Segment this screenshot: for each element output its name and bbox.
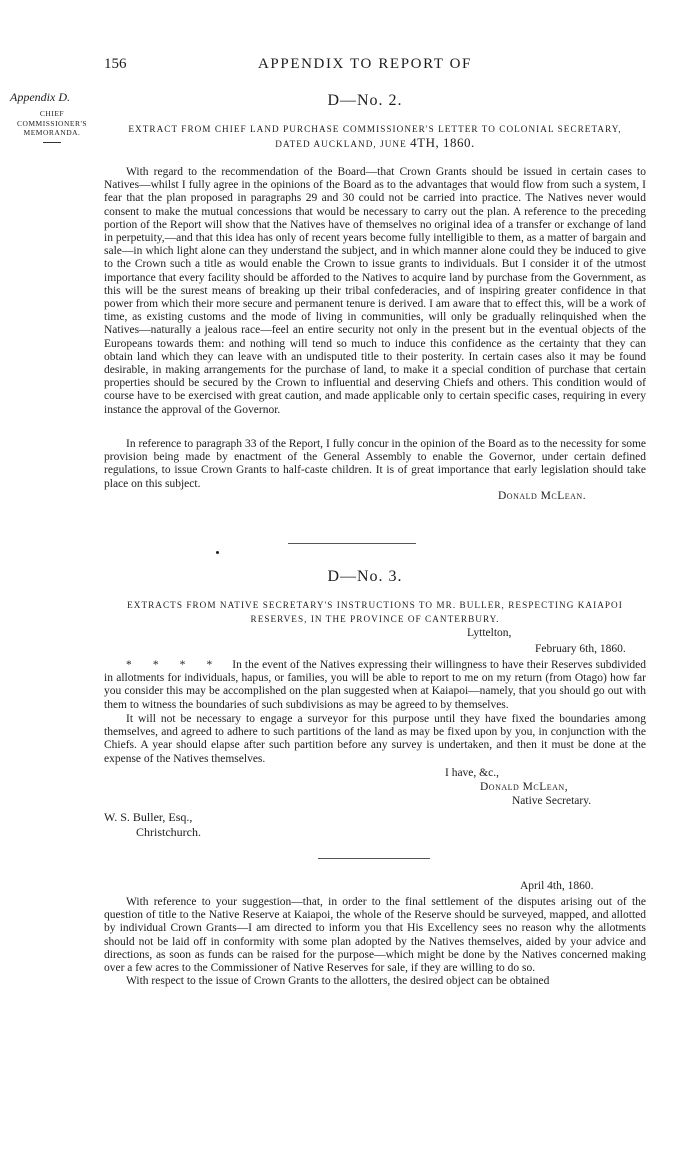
- margin-note-line: MEMORANDA.: [23, 128, 81, 137]
- addressee: W. S. Buller, Esq.,: [104, 810, 193, 824]
- signature-title: Native Secretary.: [512, 795, 592, 807]
- omission-marks: * * * *: [126, 659, 215, 671]
- closing: I have, &c.,: [445, 767, 499, 779]
- letter-paragraph: With regard to the recommendation of the Board—that Crown Grants should be issued in certain cases to Natives—whilst I fully agree in the opinions of the Board as to the advantages that would flow from such a system, I fear that the plan proposed in paragraphs 29 and 30 could not be carried into practice. The Natives never would consent to make the mutual concessions that would be necessary to carry out the plan. A reference to the preceding portion of the Report will show that the Natives have of themselves no original idea of a transfer or exchange of land in perpetuity,—and that this idea has only of recent years become fully intelligible to them, as a matter of bargain and sale—in which light alone can they understand the subject, and in which manner alone could they be induced to give to the Crown such a title as would enable the Crown to issue grants to individuals. But I consider it of the utmost importance that every facility should be afforded to the Natives to acquire land by purchase from the Government, as this will be the surest means of breaking up their tribal confederacies, and of inspiring greater confidence in that power from which their more secure and permanent tenure is derived. I am aware that to effect this, will be a work of time, as existing customs and the mode of living in communities, will only be gradually relinquished when the Natives—naturally a jealous race—feel an entire security not only in the present but in the eventual objects of the Europeans towards them: and nothing will tend so much to induce this confidence as the certainty that they can obtain land which they can leave with an undisputed title to their posterity. In certain cases also it may be found desirable, in making arrangements for the purchase of land, to make it a special condition of purchase that certain properties should be secured by the Crown to influential and deserving Chiefs and others. This condition would of course have to be exercised with great caution, and made applicable only to certain specific cases, requiring in every instance the approval of the Governor.: [104, 166, 646, 416]
- letter-paragraph: With respect to the issue of Crown Grants to the allotters, the desired object can be obtained: [126, 975, 550, 987]
- caption-line: RESERVES, IN THE PROVINCE OF CANTERBURY.: [250, 614, 500, 624]
- letter-paragraph: In reference to paragraph 33 of the Report, I fully concur in the opinion of the Board as to the necessity for some provision being made by enactment of the General Assembly to enable the Governor, under certain defined regulations, to issue Crown Grants to half-caste children. It is of great importance that early legislation should take place on this subject.: [104, 438, 646, 490]
- margin-note-rule: [43, 142, 61, 143]
- addressee-place: Christchurch.: [136, 825, 201, 839]
- caption-line: EXTRACT FROM CHIEF LAND PURCHASE COMMISSIONER'S LETTER TO COLONIAL SECRETARY,: [128, 124, 622, 134]
- running-title: APPENDIX TO REPORT OF: [258, 56, 472, 72]
- print-speck: [216, 551, 219, 554]
- margin-appendix-label: Appendix D.: [10, 90, 70, 104]
- caption-date-prefix: DATED AUCKLAND, JUNE: [275, 139, 407, 149]
- section-divider: [288, 543, 416, 544]
- section-caption-d3: [104, 598, 646, 626]
- section-heading-d3: D—No. 3.: [327, 568, 403, 585]
- signature: Donald McLean,: [480, 781, 569, 793]
- section-caption-d2: [104, 122, 646, 151]
- margin-note-line: COMMISSIONER'S: [16, 118, 88, 128]
- signature: Donald McLean.: [498, 490, 587, 502]
- section-heading-d2: D—No. 2.: [327, 92, 403, 109]
- caption-line: EXTRACTS FROM NATIVE SECRETARY'S INSTRUCTIONS TO MR. BULLER, RESPECTING KAIAPOI: [127, 600, 623, 610]
- section-divider: [318, 858, 430, 859]
- caption-line: [104, 136, 646, 151]
- letter-date: February 6th, 1860.: [535, 643, 626, 655]
- caption-date: 4TH, 1860.: [410, 135, 475, 150]
- margin-note-line: CHIEF: [39, 109, 65, 118]
- page-number: 156: [104, 56, 127, 72]
- paragraph-text: In the event of the Natives expressing their willingness to have their Reserves subdivided in allotments for individuals, hapus, or families, you will be able to report to me on my return (from Otago) how far you consider this may be accomplished on the plan suggested when at Kaiapoi—namely, that you should go out with them to witness the boundaries of such subdivisions as may be agreed to by themselves.: [104, 659, 647, 711]
- letter-paragraph: [104, 659, 646, 712]
- letter-date: April 4th, 1860.: [520, 880, 594, 892]
- letter-paragraph: With reference to your suggestion—that, in order to the final settlement of the disputes arising out of the question of title to the Native Reserve at Kaiapoi, the whole of the Reserve should be surveyed, mapped, and allotted by individual Crown Grants—I am directed to inform you that His Excellency sees no reason why the allotments should not be laid off in conformity with some plan adopted by the Natives themselves, aided by your advice and directions, as soon as funds can be raised for the purpose—which might be done by the Natives concerned making over a few acres to the Commissioner of Native Reserves for sale, if they are willing to do so.: [104, 896, 646, 975]
- letter-place: Lyttelton,: [467, 627, 512, 639]
- letter-paragraph: It will not be necessary to engage a surveyor for this purpose until they have fixed the boundaries among themselves, and agreed to adhere to such partitions of the land as may be fixed upon by you, in conjunction with the Chiefs. A year should elapse after such partition before any survey is undertaken, and then it must be done at the expense of the Natives themselves.: [104, 713, 646, 765]
